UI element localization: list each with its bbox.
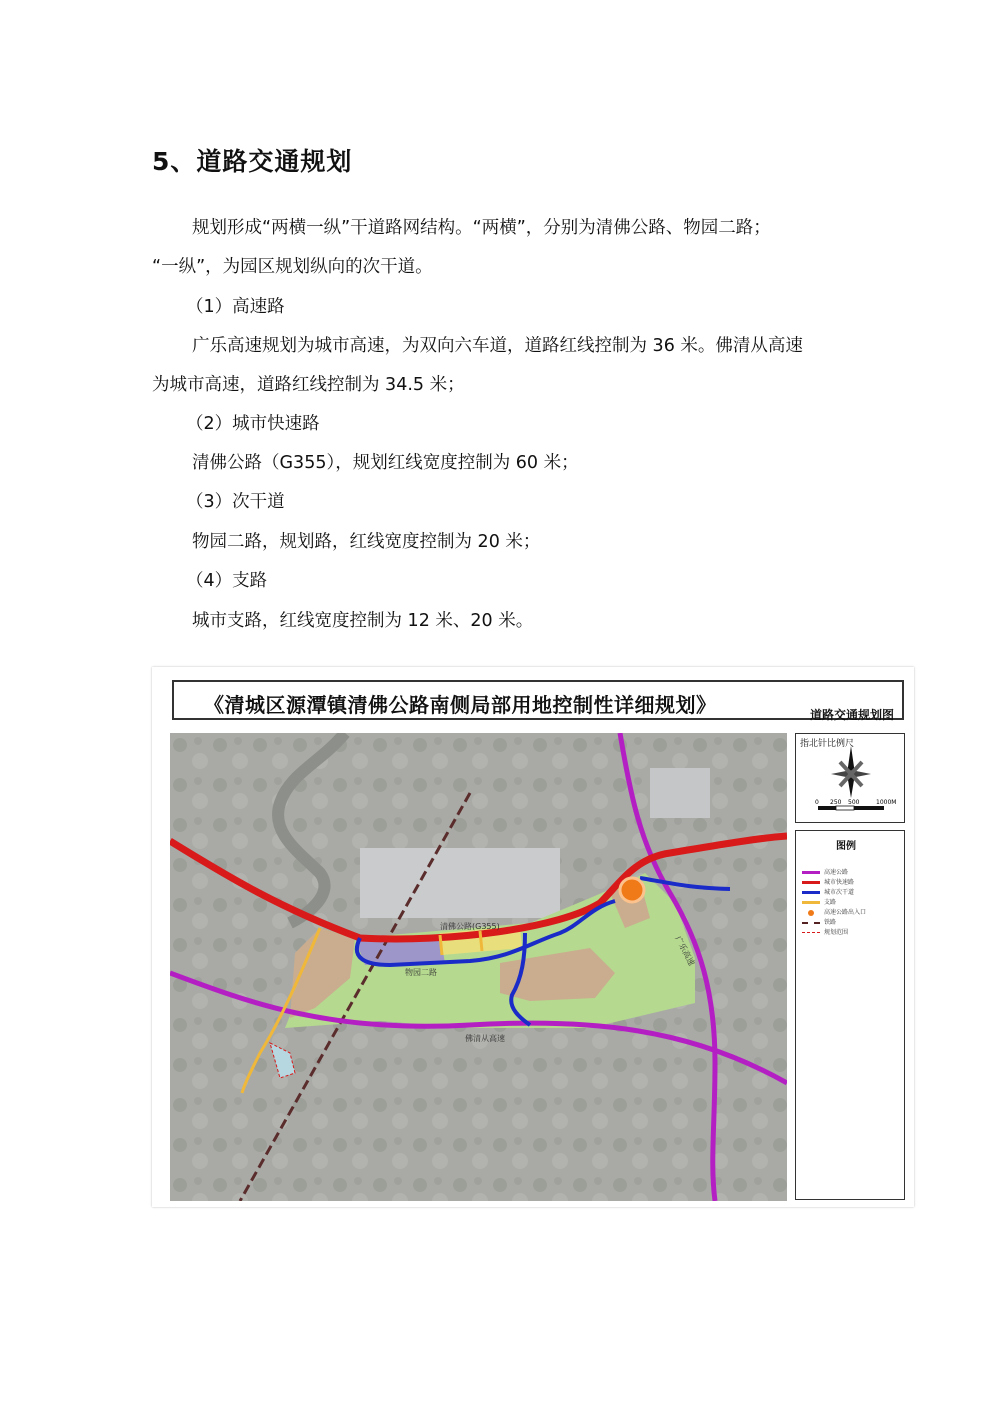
legend-swatch-branch-road: [802, 901, 820, 904]
legend-swatch-planning-boundary: [802, 932, 820, 933]
paragraph-expressway-line2: 为城市高速，道路红线控制为 34.5 米；: [152, 375, 465, 395]
legend-swatch-secondary-road: [802, 891, 820, 894]
legend-swatch-expressway: [802, 871, 820, 874]
paragraph-structure-line1: 规划形成“两横一纵”干道路网结构。“两横”，分别为清佛公路、物园二路；: [192, 218, 771, 238]
legend-swatch-railway: [802, 922, 820, 924]
scale-label-1000: 1000M: [876, 799, 897, 806]
paragraph-branch-road: 城市支路，红线宽度控制为 12 米、20 米。: [192, 611, 534, 631]
section-heading: 5、道路交通规划: [152, 147, 353, 176]
compass-label: 指北针比例尺: [800, 739, 855, 749]
legend-item-railway: 铁路: [802, 917, 836, 927]
legend-item-branch-road: 支路: [802, 897, 836, 907]
subheading-branch-road: （4）支路: [186, 571, 268, 591]
compass-scale-box: [795, 733, 905, 823]
paragraph-structure-line2: “一纵”，为园区规划纵向的次干道。: [152, 257, 433, 277]
label-foqingcong: 佛清从高速: [465, 1034, 505, 1043]
branch-road-stub-2: [480, 931, 482, 951]
legend-title: 图例: [836, 841, 856, 852]
label-wuyuan-road: 物园二路: [405, 968, 437, 977]
label-guangle: 广乐高速: [673, 934, 697, 968]
road-plan-map: [170, 733, 787, 1201]
label-qingfo-road: 清佛公路(G355): [440, 922, 500, 931]
legend-item-interchange: 高速公路出入口: [802, 907, 866, 917]
paragraph-expressway-line1: 广乐高速规划为城市高速，为双向六车道，道路红线控制为 36 米。佛清从高速: [192, 336, 803, 356]
subheading-secondary-road: （3）次干道: [186, 492, 285, 512]
legend-item-secondary-road: 城市次干道: [802, 887, 854, 897]
figure-title-box: [172, 680, 904, 720]
built-area: [360, 848, 560, 918]
legend-item-urban-expressway: 城市快速路: [802, 877, 854, 887]
branch-road-stub-1: [440, 935, 442, 955]
scale-label-500: 500: [848, 799, 860, 806]
legend-item-planning-boundary: 规划范围: [802, 927, 848, 937]
built-area-north: [650, 768, 710, 818]
legend-swatch-interchange: [808, 910, 814, 916]
legend-item-expressway: 高速公路: [802, 867, 848, 877]
figure-subtitle: 道路交通规划图: [810, 708, 895, 722]
figure-title: 《清城区源潭镇清佛公路南侧局部用地控制性详细规划》: [204, 693, 717, 717]
legend-box: [795, 830, 905, 1200]
subheading-urban-expressway: （2）城市快速路: [186, 414, 320, 434]
paragraph-urban-expressway: 清佛公路（G355），规划红线宽度控制为 60 米；: [192, 453, 579, 473]
scale-label-250: 250: [830, 799, 842, 806]
subheading-expressway: （1）高速路: [186, 297, 285, 317]
legend-swatch-urban-expressway: [802, 881, 820, 884]
scale-label-0: 0: [815, 799, 819, 806]
paragraph-secondary-road: 物园二路，规划路，红线宽度控制为 20 米；: [192, 532, 541, 552]
north-arrow-icon: [796, 734, 906, 822]
expressway-interchange: [620, 878, 644, 902]
